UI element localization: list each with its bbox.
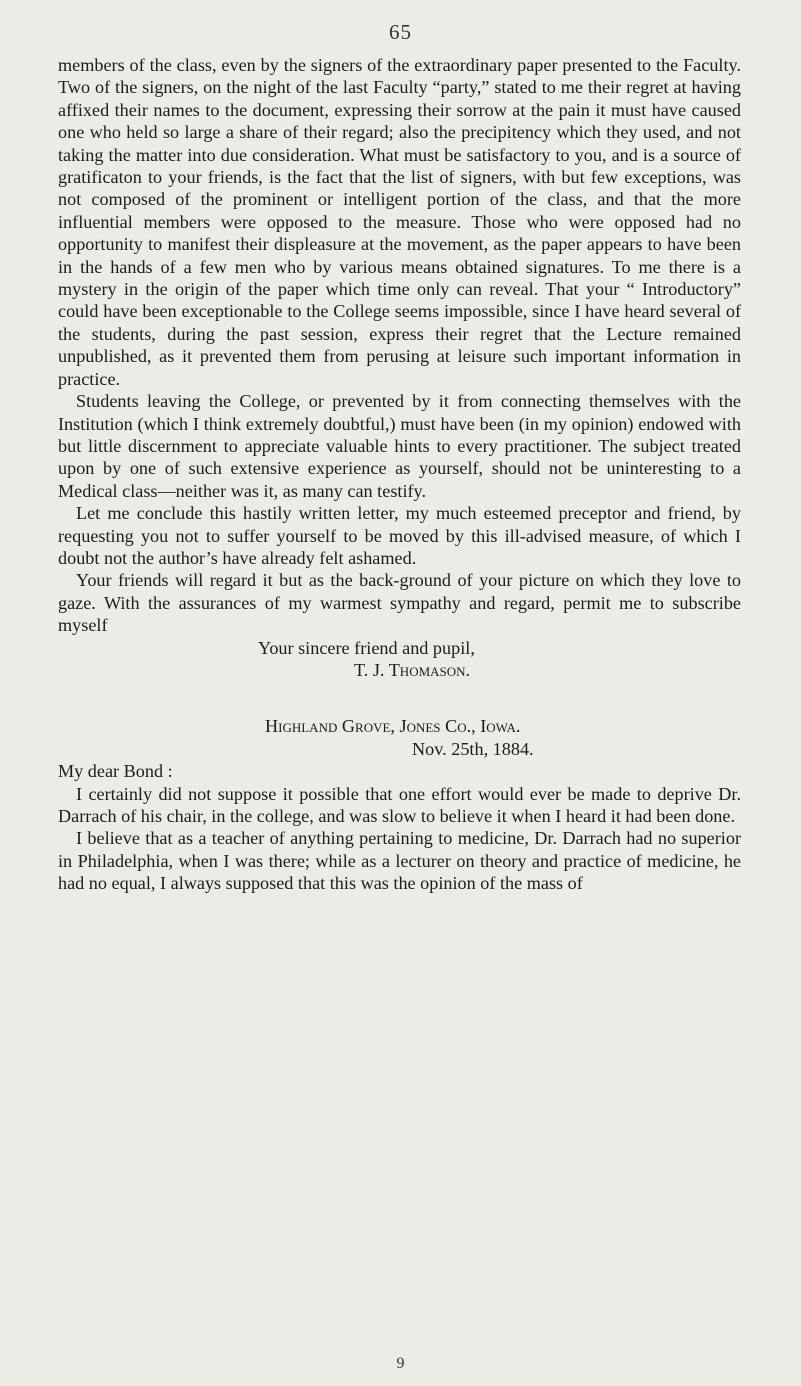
letter2-place: Highland Grove, Jones Co., Iowa. [265, 716, 521, 737]
letter2-paragraph: I believe that as a teacher of anything pertaining to medicine, Dr. Darrach had no superior in Philadelphia, when I was there; while as a lecturer on theory and practice of medicine, he had no equal, I always supposed that this was the opinion of the mass of [58, 828, 741, 894]
letter2-salutation: My dear Bond : [58, 761, 173, 782]
letter1-closing: Your sincere friend and pupil, [258, 637, 475, 658]
letter1-paragraph: Students leaving the College, or prevented by it from connecting themselves with the Institution (which I think extremely doubtful,) must have been (in my opinion) endowed with but little discernment to appreciate valuable hints to every practitioner. The subject treated upon by one of such extensive experience as yourself, should not be uninteresting to a Medical class—neither was it, as many can testify. [58, 391, 741, 501]
letter1-paragraph: Your friends will regard it but as the back-ground of your picture on which they love to gaze. With the assurances of my warmest sympathy and regard, permit me to subscribe myself [58, 570, 741, 636]
letter1-paragraph: Let me conclude this hastily written letter, my much esteemed preceptor and friend, by requesting you not to suffer yourself to be moved by this ill-advised measure, of which I doubt not the author’s have already felt ashamed. [58, 503, 741, 568]
letter1-paragraph: members of the class, even by the signers of the extraordinary paper presented to the Faculty. Two of the signers, on the night of the last Faculty “party,” stated to me their regret at having affixed their names to the document, expressing their sorrow at the pain it must have caused one who held so large a share of their regard; also the precipitency which they used, and not taking the matter into due consideration. What must be satisfactory to you, and is a source of gratificaton to your friends, is the fact that the list of signers, with but few exceptions, was not composed of the prominent or intelligent portion of the class, and that the more influential members were opposed to the measure. Those who were opposed had no opportunity to manifest their displeasure at the movement, as the paper appears to have been in the hands of a few men who by various means obtained signatures. To me there is a mystery in the origin of the paper which time only can reveal. That your “ Introductory” could have been exceptionable to the College seems impossible, since I have heard several of the students, during the past session, express their regret that the Lecture remained unpublished, as it prevented them from perusing at leisure such important information in practice. [58, 55, 741, 389]
signature-mark: 9 [396, 1355, 405, 1372]
page-number: 65 [389, 20, 412, 44]
letter2-date: Nov. 25th, 1884. [412, 738, 534, 759]
letter2-paragraph: I certainly did not suppose it possible that one effort would ever be made to deprive Dr. Darrach of his chair, in the college, and was slow to believe it when I heard it had been done. [58, 783, 741, 826]
page-text [58, 54, 741, 895]
letter1-signature: T. J. Thomason. [354, 659, 471, 680]
